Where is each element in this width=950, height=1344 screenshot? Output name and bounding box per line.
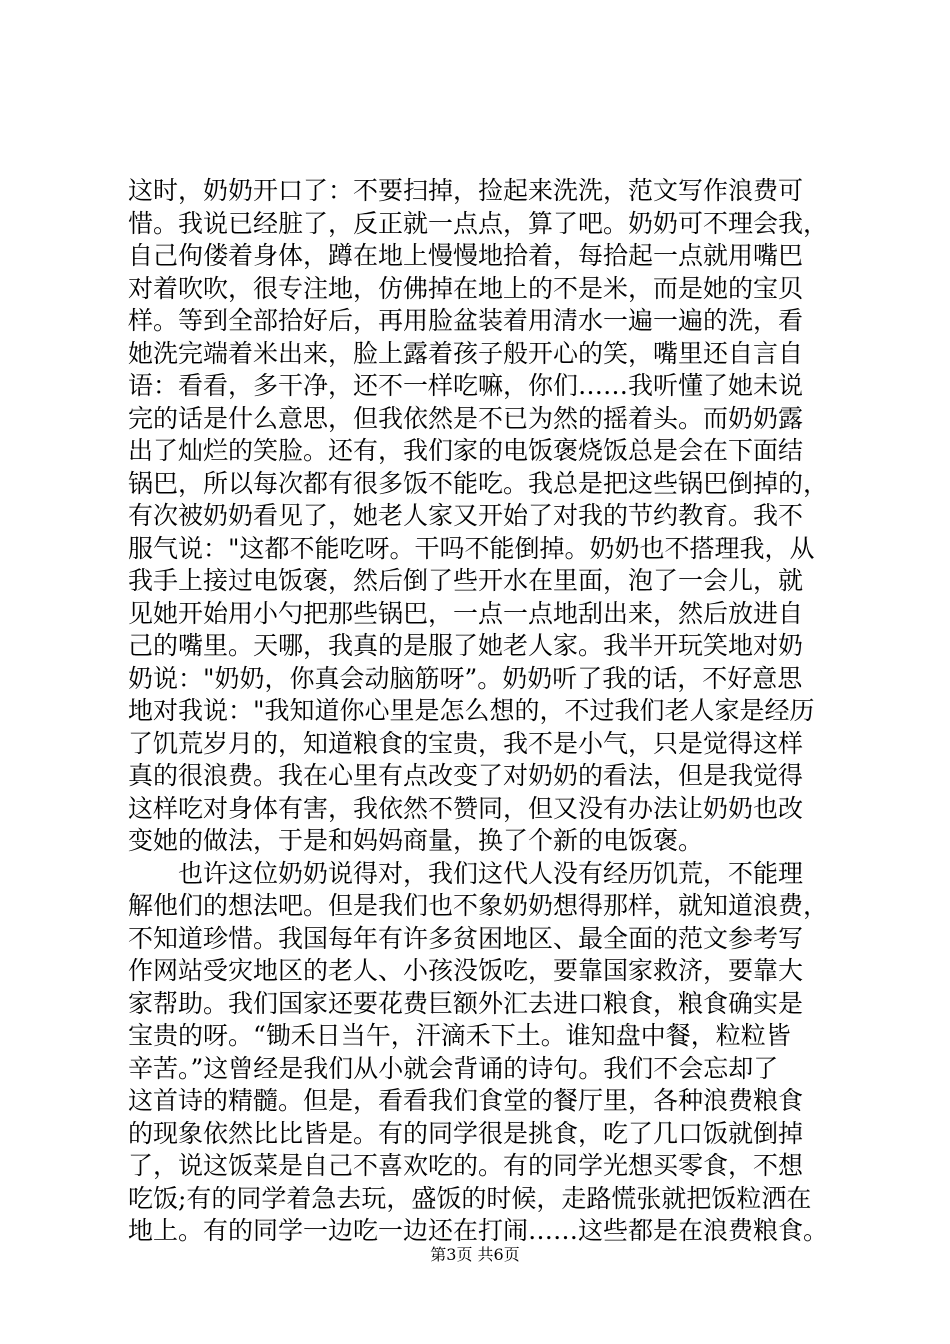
text-line: 服气说："这都不能吃呀。干吗不能倒掉。奶奶也不搭理我，从 bbox=[128, 533, 815, 563]
text-line: 地对我说："我知道你心里是怎么想的，不过我们老人家是经历 bbox=[128, 696, 815, 725]
text-line: 作网站受灾地区的老人、小孩没饭吃，要靠国家救济，要靠大 bbox=[128, 956, 804, 985]
text-line: 地上。有的同学一边吃一边还在打闹……这些都是在浪费粮食。 bbox=[128, 1216, 829, 1245]
text-line: 解他们的想法吧。但是我们也不象奶奶想得那样，就知道浪费， bbox=[128, 891, 829, 920]
text-line: 了，说这饭菜是自己不喜欢吃的。有的同学光想买零食，不想 bbox=[128, 1151, 804, 1180]
text-line: 见她开始用小勺把那些锅巴，一点一点地刮出来，然后放进自 bbox=[128, 598, 804, 628]
text-line: 这时，奶奶开口了：不要扫掉，捡起来洗洗，范文写作浪费可 bbox=[128, 176, 804, 205]
text-line: 惜。我说已经脏了，反正就一点点，算了吧。奶奶可不理会我， bbox=[128, 208, 829, 238]
text-line: 吃饭;有的同学着急去玩，盛饭的时候，走路慌张就把饭粒洒在 bbox=[128, 1183, 812, 1213]
text-line: 我手上接过电饭褒，然后倒了些开水在里面，泡了一会儿，就 bbox=[128, 566, 804, 595]
text-line: 自己佝偻着身体，蹲在地上慢慢地拾着，每拾起一点就用嘴巴 bbox=[128, 241, 804, 270]
text-line: 宝贵的呀。“锄禾日当午，汗滴禾下土。谁知盘中餐，粒粒皆 bbox=[128, 1021, 791, 1050]
page-number-footer: 第3页 共6页 bbox=[430, 1245, 520, 1264]
text-line: 这首诗的精髓。但是，看看我们食堂的餐厅里，各种浪费粮食 bbox=[128, 1086, 804, 1115]
text-line: 完的话是什么意思，但我依然是不已为然的摇着头。而奶奶露 bbox=[128, 403, 804, 433]
text-line: 样。等到全部拾好后，再用脸盆装着用清水一遍一遍的洗，看 bbox=[128, 306, 804, 335]
text-line: 出了灿烂的笑脸。还有，我们家的电饭褒烧饭总是会在下面结 bbox=[128, 436, 804, 465]
text-line: 对着吹吹，很专注地，仿佛掉在地上的不是米，而是她的宝贝 bbox=[128, 273, 804, 303]
text-line: 这样吃对身体有害，我依然不赞同，但又没有办法让奶奶也改 bbox=[128, 793, 804, 823]
text-line: 变她的做法，于是和妈妈商量，换了个新的电饭褒。 bbox=[128, 826, 704, 855]
text-line: 了饥荒岁月的，知道粮食的宝贵，我不是小气，只是觉得这样 bbox=[128, 728, 804, 758]
text-line: 己的嘴里。天哪，我真的是服了她老人家。我半开玩笑地对奶 bbox=[128, 631, 804, 660]
text-line: 也许这位奶奶说得对，我们这代人没有经历饥荒，不能理 bbox=[178, 858, 804, 888]
text-line: 真的很浪费。我在心里有点改变了对奶奶的看法，但是我觉得 bbox=[128, 761, 804, 790]
text-line: 她洗完端着米出来，脸上露着孩子般开心的笑，嘴里还自言自 bbox=[128, 338, 804, 368]
text-line: 有次被奶奶看见了，她老人家又开始了对我的节约教育。我不 bbox=[128, 501, 804, 530]
text-line: 不知道珍惜。我国每年有许多贫困地区、最全面的范文参考写 bbox=[128, 923, 804, 953]
text-line: 家帮助。我们国家还要花费巨额外汇去进口粮食，粮食确实是 bbox=[128, 988, 804, 1018]
document-body bbox=[128, 175, 828, 1248]
text-line: 锅巴，所以每次都有很多饭不能吃。我总是把这些锅巴倒掉的， bbox=[128, 468, 829, 498]
text-line: 奶说："奶奶，你真会动脑筋呀”。奶奶听了我的话，不好意思 bbox=[128, 663, 803, 693]
text-line: 辛苦。”这曾经是我们从小就会背诵的诗句。我们不会忘却了 bbox=[128, 1053, 779, 1083]
text-line: 语：看看，多干净，还不一样吃嘛，你们……我听懂了她未说 bbox=[128, 371, 804, 400]
paragraph-2 bbox=[128, 858, 828, 1248]
paragraph-1 bbox=[128, 175, 828, 858]
text-line: 的现象依然比比皆是。有的同学很是挑食，吃了几口饭就倒掉 bbox=[128, 1118, 804, 1148]
